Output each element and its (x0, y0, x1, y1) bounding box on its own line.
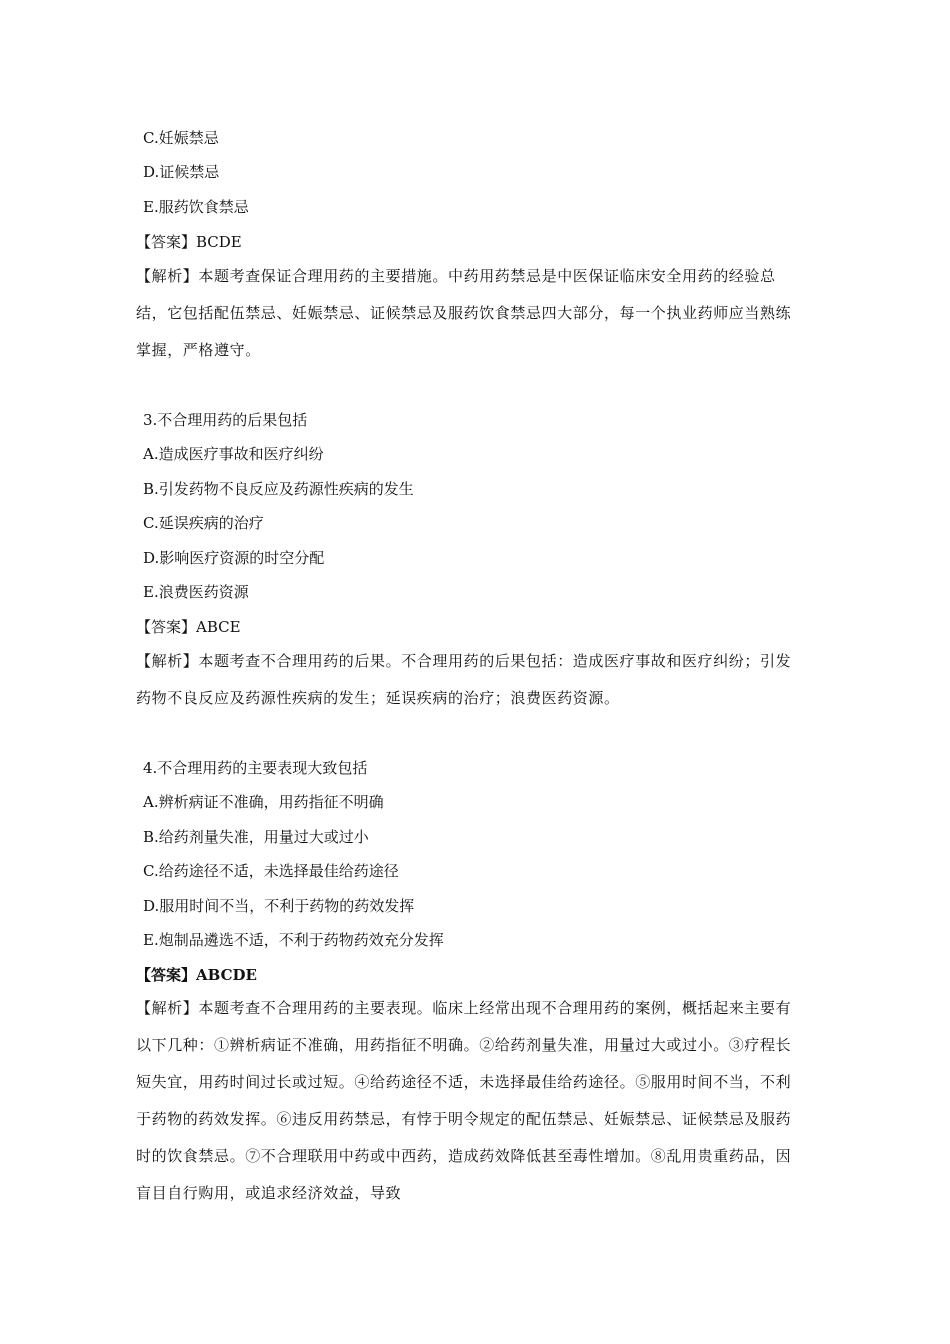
q3-option-c: C.延误疾病的治疗 (143, 514, 264, 532)
q4-answer: 【答案】ABCDE (136, 966, 257, 984)
q2-option-c: C.妊娠禁忌 (143, 129, 219, 147)
q2-option-d: D.证候禁忌 (143, 163, 220, 181)
q3-option-b: B.引发药物不良反应及药源性疾病的发生 (143, 480, 414, 498)
q4-option-d: D.服用时间不当，不利于药物的药效发挥 (143, 897, 415, 915)
q2-explanation: 【解析】本题考查保证合理用药的主要措施。中药用药禁忌是中医保证临床安全用药的经验总结，它包括配伍禁忌、妊娠禁忌、证候禁忌及服药饮食禁忌四大部分，每一个执业药师应当熟练掌握，严格遵守。 (136, 267, 792, 359)
q4-question: 4.不合理用药的主要表现大致包括 (143, 759, 368, 777)
q4-option-c: C.给药途径不适，未选择最佳给药途径 (143, 862, 399, 880)
q4-option-e: E.炮制品遴选不适，不利于药物药效充分发挥 (143, 931, 444, 949)
q3-explanation: 【解析】本题考查不合理用药的后果。不合理用药的后果包括：造成医疗事故和医疗纠纷；引发药物不良反应及药源性疾病的发生；延误疾病的治疗；浪费医药资源。 (136, 652, 792, 707)
q3-option-a: A.造成医疗事故和医疗纠纷 (143, 445, 324, 463)
q4-option-b: B.给药剂量失准，用量过大或过小 (143, 828, 369, 846)
q2-answer: 【答案】BCDE (136, 233, 242, 251)
q3-answer: 【答案】ABCE (136, 618, 241, 636)
q3-option-d: D.影响医疗资源的时空分配 (143, 549, 325, 567)
q4-explanation: 【解析】本题考查不合理用药的主要表现。临床上经常出现不合理用药的案例，概括起来主要有以下几种：①辨析病证不准确，用药指征不明确。②给药剂量失准，用量过大或过小。③疗程长短失宜，用药时间过长或过短。④给药途径不适，未选择最佳给药途径。⑤服用时间不当，不利于药物的药效发挥。⑥违反用药禁忌，有悖于明令规定的配伍禁忌、妊娠禁忌、证候禁忌及服药时的饮食禁忌。⑦不合理联用中药或中西药，造成药效降低甚至毒性增加。⑧乱用贵重药品，因盲目自行购用，或追求经济效益，导致 (136, 999, 792, 1202)
q3-question: 3.不合理用药的后果包括 (143, 411, 308, 429)
q2-option-e: E.服药饮食禁忌 (143, 198, 249, 216)
q3-option-e: E.浪费医药资源 (143, 583, 249, 601)
q4-option-a: A.辨析病证不准确，用药指征不明确 (143, 793, 384, 811)
